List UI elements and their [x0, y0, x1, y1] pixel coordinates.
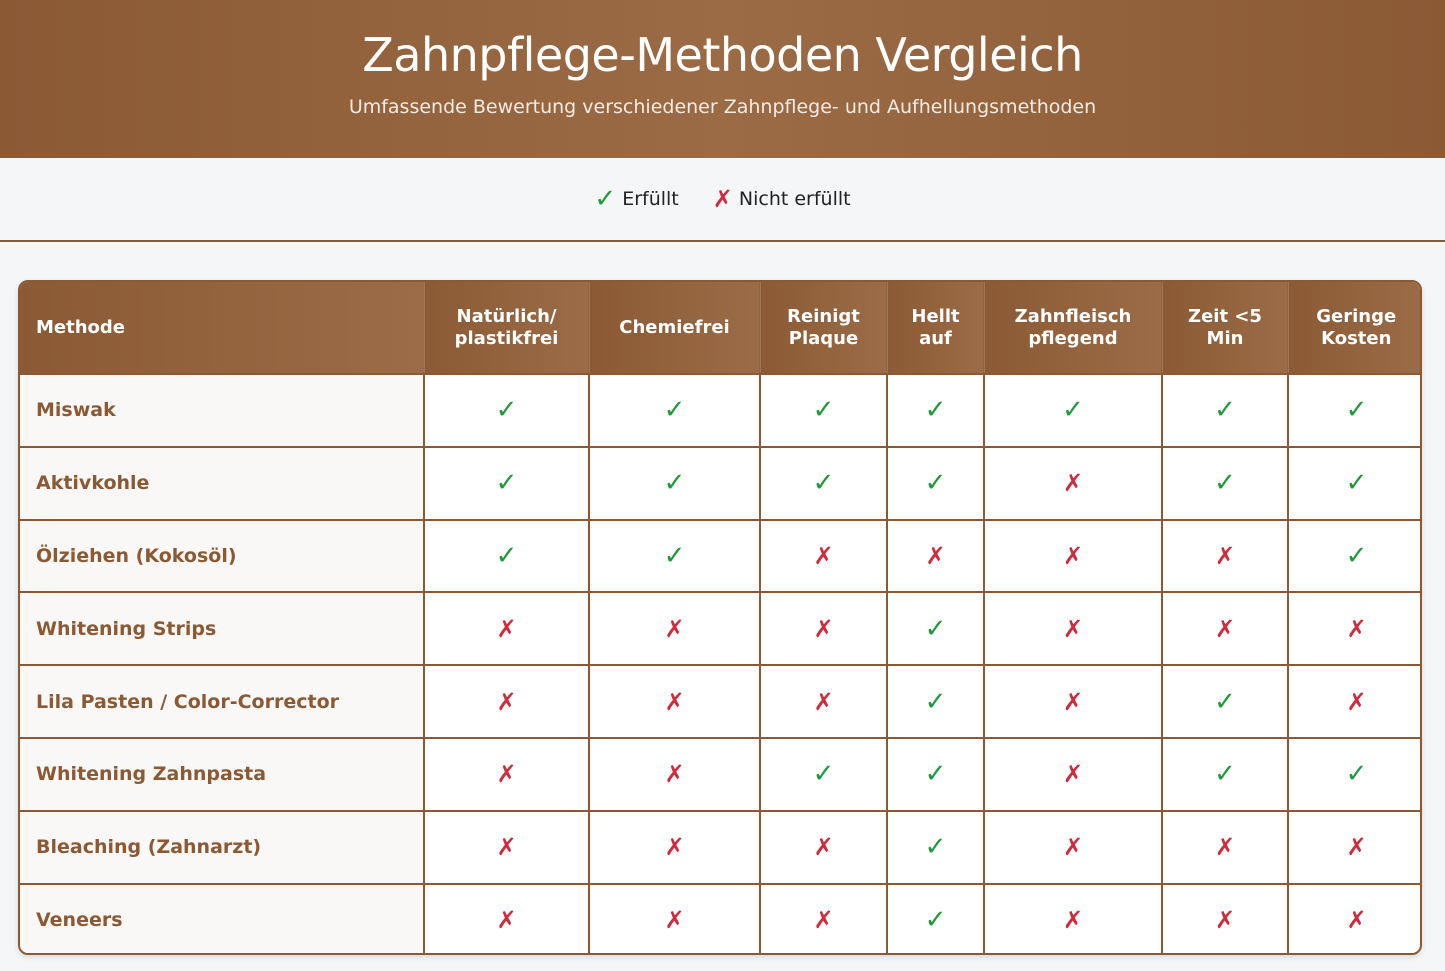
cross-icon: ✗	[1062, 614, 1084, 643]
table-cell	[424, 665, 589, 738]
table-cell	[887, 665, 984, 738]
column-header: Zeit <5 Min	[1162, 282, 1288, 374]
table-row	[20, 374, 1422, 447]
cross-icon: ✗	[1214, 906, 1236, 935]
cross-icon: ✗	[1346, 614, 1367, 643]
table-cell	[424, 811, 589, 884]
cross-icon: ✗	[1062, 760, 1084, 789]
table-cell	[1162, 447, 1288, 520]
check-icon: ✓	[1214, 468, 1236, 499]
page-header	[0, 0, 1445, 158]
table-cell	[760, 665, 887, 738]
table-row	[20, 447, 1422, 520]
table-cell	[984, 592, 1162, 665]
table-cell	[760, 592, 887, 665]
table-cell	[1162, 811, 1288, 884]
legend-item-no	[713, 187, 851, 211]
table-cell	[760, 811, 887, 884]
check-icon: ✓	[495, 540, 518, 571]
legend-item-yes	[594, 186, 678, 212]
table-cell	[887, 884, 984, 955]
cross-icon: ✗	[1062, 687, 1084, 716]
table-cell	[1162, 738, 1288, 811]
cross-icon: ✗	[712, 185, 733, 213]
table-cell	[887, 738, 984, 811]
cross-icon: ✗	[813, 541, 834, 570]
table-cell	[887, 520, 984, 593]
check-icon: ✓	[1214, 686, 1236, 717]
column-header: Geringe Kosten	[1288, 282, 1422, 374]
table-cell	[1288, 374, 1422, 447]
table-body	[20, 374, 1422, 955]
method-name: Veneers	[20, 884, 424, 955]
cross-icon: ✗	[813, 687, 834, 716]
cross-icon: ✗	[1062, 469, 1084, 498]
check-icon: ✓	[924, 395, 947, 426]
cross-icon: ✗	[664, 687, 685, 716]
table-row	[20, 520, 1422, 593]
table-cell	[1162, 592, 1288, 665]
table-cell	[1288, 520, 1422, 593]
cross-icon: ✗	[496, 906, 517, 935]
table-cell	[887, 811, 984, 884]
table-cell	[589, 665, 760, 738]
cross-icon: ✗	[664, 614, 685, 643]
table-cell	[424, 447, 589, 520]
cross-icon: ✗	[496, 687, 517, 716]
column-header: Natürlich/ plastikfrei	[424, 282, 589, 374]
cross-icon: ✗	[813, 833, 834, 862]
cross-icon: ✗	[1062, 906, 1084, 935]
table-cell	[1162, 520, 1288, 593]
check-icon: ✓	[812, 759, 835, 790]
check-icon: ✓	[924, 613, 947, 644]
table-cell	[887, 447, 984, 520]
cross-icon: ✗	[664, 833, 685, 862]
cross-icon: ✗	[496, 833, 517, 862]
table-cell	[984, 884, 1162, 955]
cross-icon: ✗	[1062, 541, 1084, 570]
cross-icon: ✗	[1346, 687, 1367, 716]
table-cell	[424, 592, 589, 665]
table-cell	[984, 447, 1162, 520]
column-header: Chemiefrei	[589, 282, 760, 374]
method-name: Aktivkohle	[20, 447, 424, 520]
column-header: Zahnfleisch pflegend	[984, 282, 1162, 374]
method-name: Miswak	[20, 374, 424, 447]
cross-icon: ✗	[925, 541, 946, 570]
column-header: Hellt auf	[887, 282, 984, 374]
table-cell	[1288, 592, 1422, 665]
method-name: Whitening Strips	[20, 592, 424, 665]
legend-no-label: Nicht erfüllt	[738, 188, 851, 210]
table-cell	[760, 738, 887, 811]
table-cell	[760, 520, 887, 593]
column-header: Reinigt Plaque	[760, 282, 887, 374]
check-icon: ✓	[812, 395, 835, 426]
table-cell	[760, 447, 887, 520]
table-cell	[589, 811, 760, 884]
cross-icon: ✗	[1214, 833, 1236, 862]
table-row	[20, 592, 1422, 665]
cross-icon: ✗	[496, 614, 517, 643]
table-row	[20, 884, 1422, 955]
cross-icon: ✗	[1214, 614, 1236, 643]
page-subtitle: Umfassende Bewertung verschiedener Zahnpflege- und Aufhellungsmethoden	[348, 96, 1097, 118]
column-header-method: Methode	[20, 282, 424, 374]
method-name: Whitening Zahnpasta	[20, 738, 424, 811]
cross-icon: ✗	[664, 760, 685, 789]
table-cell	[589, 520, 760, 593]
check-icon: ✓	[1345, 759, 1368, 790]
check-icon: ✓	[1214, 395, 1236, 426]
check-icon: ✓	[663, 468, 686, 499]
method-name: Bleaching (Zahnarzt)	[20, 811, 424, 884]
check-icon: ✓	[924, 759, 947, 790]
check-icon: ✓	[1345, 468, 1368, 499]
legend	[0, 158, 1445, 242]
check-icon: ✓	[924, 832, 947, 863]
page-title: Zahnpflege-Methoden Vergleich	[362, 28, 1083, 82]
check-icon: ✓	[663, 395, 686, 426]
table-cell	[1162, 884, 1288, 955]
table-cell	[424, 520, 589, 593]
table-row	[20, 738, 1422, 811]
comparison-table-container	[18, 280, 1422, 955]
cross-icon: ✗	[813, 614, 834, 643]
table-row	[20, 665, 1422, 738]
table-cell	[1162, 374, 1288, 447]
table-row	[20, 811, 1422, 884]
table-cell	[760, 884, 887, 955]
cross-icon: ✗	[496, 760, 517, 789]
cross-icon: ✗	[1346, 833, 1367, 862]
table-cell	[1288, 884, 1422, 955]
table-cell	[1288, 811, 1422, 884]
table-cell	[984, 520, 1162, 593]
check-icon: ✓	[924, 905, 947, 936]
table-cell	[984, 665, 1162, 738]
check-icon: ✓	[663, 540, 686, 571]
table-cell	[424, 884, 589, 955]
check-icon: ✓	[594, 184, 617, 214]
table-header-row	[20, 282, 1422, 374]
table-cell	[887, 592, 984, 665]
table-cell	[984, 374, 1162, 447]
check-icon: ✓	[924, 686, 947, 717]
table-cell	[1288, 738, 1422, 811]
table-cell	[589, 447, 760, 520]
legend-yes-label: Erfüllt	[622, 188, 679, 210]
table-cell	[589, 884, 760, 955]
table-cell	[589, 374, 760, 447]
method-name: Lila Pasten / Color-Corrector	[20, 665, 424, 738]
cross-icon: ✗	[1062, 833, 1084, 862]
method-name: Ölziehen (Kokosöl)	[20, 520, 424, 593]
table-cell	[1288, 447, 1422, 520]
check-icon: ✓	[1062, 395, 1084, 426]
table-cell	[424, 738, 589, 811]
table-cell	[1288, 665, 1422, 738]
check-icon: ✓	[812, 468, 835, 499]
table-cell	[984, 811, 1162, 884]
cross-icon: ✗	[664, 906, 685, 935]
table-cell	[887, 374, 984, 447]
table-cell	[589, 592, 760, 665]
cross-icon: ✗	[813, 906, 834, 935]
table-cell	[984, 738, 1162, 811]
check-icon: ✓	[924, 468, 947, 499]
table-cell	[424, 374, 589, 447]
check-icon: ✓	[1214, 759, 1236, 790]
cross-icon: ✗	[1214, 541, 1236, 570]
table-cell	[760, 374, 887, 447]
comparison-table	[20, 282, 1422, 955]
check-icon: ✓	[495, 395, 518, 426]
check-icon: ✓	[1345, 395, 1368, 426]
table-cell	[589, 738, 760, 811]
cross-icon: ✗	[1346, 906, 1367, 935]
table-cell	[1162, 665, 1288, 738]
check-icon: ✓	[495, 468, 518, 499]
check-icon: ✓	[1345, 540, 1368, 571]
